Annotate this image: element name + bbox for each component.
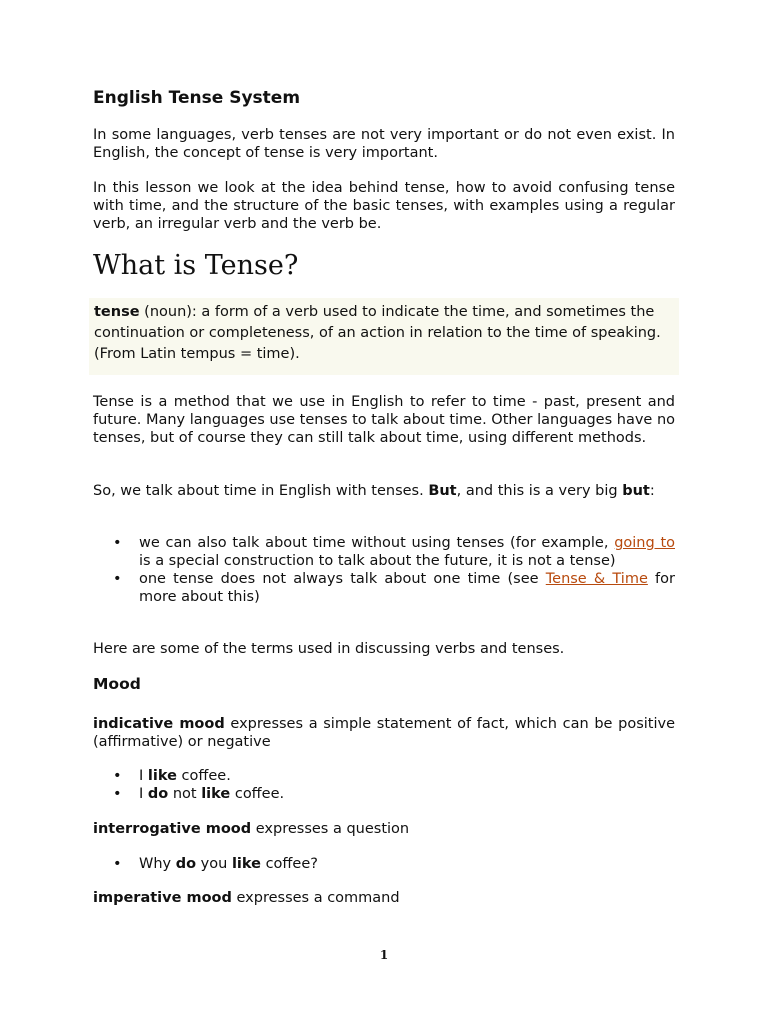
bullet-1-pre: we can also talk about time without using tenses (for example,	[139, 535, 615, 551]
indicative-section	[93, 715, 675, 751]
ex-text: not	[168, 786, 202, 802]
interrogative-section	[93, 820, 675, 838]
imperative-section	[93, 889, 675, 907]
bullet-icon: •	[113, 535, 122, 551]
bullet-icon: •	[113, 571, 122, 587]
ex-text: coffee.	[230, 786, 285, 802]
body-p2-bold-but: But	[428, 483, 457, 499]
intro-section-2	[93, 179, 675, 233]
imperative-term: imperative mood	[93, 890, 232, 906]
imperative-definition	[93, 889, 675, 907]
ex-bold: like	[231, 856, 261, 872]
body-p2-mid: , and this is a very big	[456, 483, 623, 499]
list-item	[93, 767, 675, 785]
ex-bold: do	[147, 786, 169, 802]
ex-text: you	[196, 856, 232, 872]
mood-heading: Mood	[93, 675, 141, 693]
definition-box	[89, 298, 679, 375]
ex-bold: like	[201, 786, 231, 802]
indicative-examples	[93, 767, 675, 803]
ex-text: coffee.	[176, 768, 231, 784]
intro-section	[93, 126, 675, 162]
intro-paragraph-1: In some languages, verb tenses are not very important or do not even exist. In English, the concept of tense is very important.	[93, 127, 675, 161]
imperative-desc: expresses a command	[231, 890, 400, 906]
bullet-2-pre: one tense does not always talk about one time (see	[139, 571, 546, 587]
body-paragraph-2	[93, 482, 675, 500]
definition-text	[94, 302, 672, 365]
interrogative-examples	[93, 855, 675, 873]
terms-intro: Here are some of the terms used in discussing verbs and tenses.	[93, 641, 565, 657]
interrogative-definition	[93, 820, 675, 838]
list-item	[93, 570, 675, 606]
indicative-definition	[93, 715, 675, 751]
going-to-link[interactable]: going to	[614, 535, 675, 551]
ex-text: I	[139, 768, 148, 784]
bullet-icon: •	[113, 856, 122, 872]
bullet-2-post: for more about this)	[139, 571, 675, 605]
list-item	[93, 534, 675, 570]
interrogative-desc: expresses a question	[251, 821, 410, 837]
list-item	[93, 785, 675, 803]
interrogative-term: interrogative mood	[93, 821, 252, 837]
ex-bold: do	[175, 856, 197, 872]
bullet-list	[93, 534, 675, 606]
ex-text: Why	[139, 856, 176, 872]
page-number: 1	[379, 948, 389, 962]
bullet-icon: •	[113, 768, 122, 784]
indicative-term: indicative mood	[93, 716, 225, 732]
terms-intro-section	[93, 640, 675, 658]
body-p2-post: :	[649, 483, 655, 499]
bullet-icon: •	[113, 786, 122, 802]
ex-text: I	[139, 786, 148, 802]
intro-paragraph-2: In this lesson we look at the idea behind tense, how to avoid confusing tense with time, and the structure of the basic tenses, with examples using a regular verb, an irregular verb and the verb be.	[93, 180, 675, 232]
body-paragraph-1: Tense is a method that we use in English to refer to time - past, present and future. Many languages use tenses to talk about time. Other languages have no tenses, but of course they can still talk about time, using different methods.	[93, 394, 676, 446]
ex-bold: like	[147, 768, 177, 784]
section-heading: What is Tense?	[93, 250, 299, 281]
body-p2-bold-but-2: but	[622, 483, 650, 499]
ex-text: coffee?	[260, 856, 318, 872]
body-section-2	[93, 482, 675, 500]
indicative-desc: expresses a simple statement of fact, which can be positive (affirmative) or negative	[93, 716, 676, 750]
definition-term: tense	[94, 304, 140, 320]
bullet-1-post: is a special construction to talk about the future, it is not a tense)	[139, 553, 616, 569]
tense-and-time-link[interactable]: Tense & Time	[545, 571, 648, 587]
list-item	[93, 855, 675, 873]
definition-body: (noun): a form of a verb used to indicate the time, and sometimes the continuation or completeness, of an action in relation to the time of speaking. (From Latin tempus = time).	[94, 304, 661, 362]
body-p2-pre: So, we talk about time in English with tenses.	[93, 483, 429, 499]
document-title: English Tense System	[93, 88, 301, 108]
body-section	[93, 393, 675, 447]
